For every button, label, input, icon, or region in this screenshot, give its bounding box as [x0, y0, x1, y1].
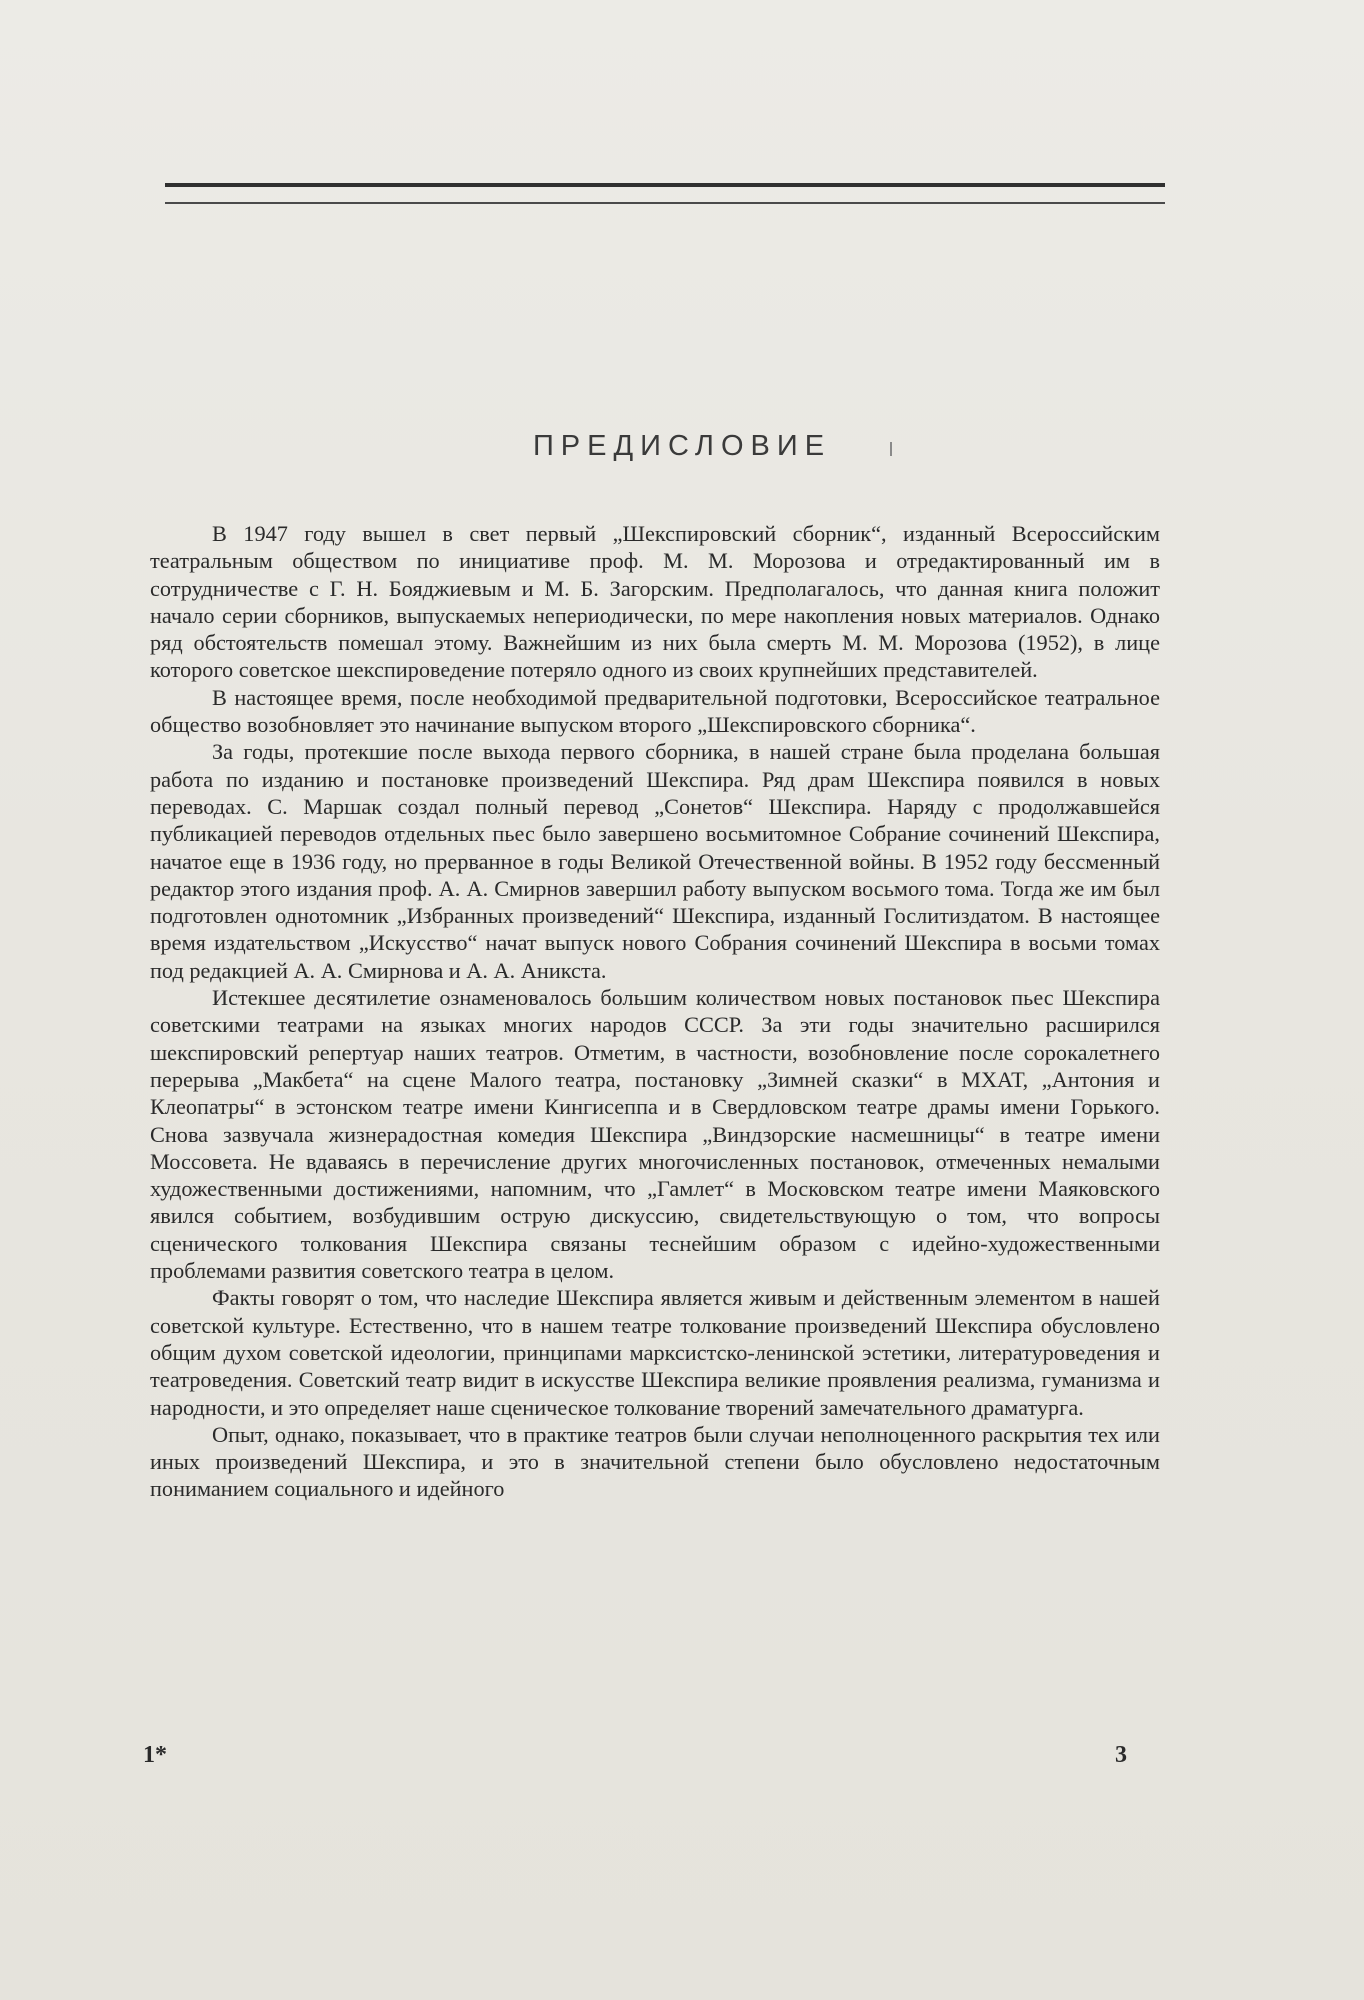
signature-mark: 1*: [143, 1742, 167, 1768]
paragraph-1: В 1947 году вышел в свет первый „Шекспировский сборник“, изданный Всероссийским театральным обществом по инициативе проф. М. М. Морозова и отредактированный им в сотрудничестве с Г. Н. Бояджиевым и М. Б. Загорским. Предполагалось, что данная книга положит начало серии сборников, выпускаемых непериодически, по мере накопления новых материалов. Однако ряд обстоятельств помешал этому. Важнейшим из них была смерть М. М. Морозова (1952), в лице которого советское шекспироведение потеряло одного из своих крупнейших представителей.: [150, 521, 1160, 683]
paragraph-3: За годы, протекшие после выхода первого сборника, в нашей стране была проделана большая работа по изданию и постановке произведений Шекспира. Ряд драм Шекспира появился в новых переводах. С. Маршак создал полный перевод „Сонетов“ Шекспира. Наряду с продолжавшейся публикацией переводов отдельных пьес было завершено восьмитомное Собрание сочинений Шекспира, начатое еще в 1936 году, но прерванное в годы Великой Отечественной войны. В 1952 году бессменный редактор этого издания проф. А. А. Смирнов завершил работу выпуском восьмого тома. Тогда же им был подготовлен однотомник „Избранных произведений“ Шекспира, изданный Гослитиздатом. В настоящее время издательством „Искусство“ начат выпуск нового Собрания сочинений Шекспира в восьми томах под редакцией А. А. Смирнова и А. А. Аникста.: [150, 739, 1160, 983]
paragraph-5: Факты говорят о том, что наследие Шекспира является живым и действенным элементом в нашей советской культуре. Естественно, что в нашем театре толкование произведений Шекспира обусловлено общим духом советской идеологии, принципами марксистско-ленинской эстетики, литературоведения и театроведения. Советский театр видит в искусстве Шекспира великие проявления реализма, гуманизма и народности, и это определяет наше сценическое толкование творений замечательного драматурга.: [150, 1285, 1160, 1420]
body-text: [150, 520, 1160, 1503]
page-number: 3: [1115, 1742, 1127, 1768]
stray-mark: [890, 442, 892, 456]
paragraph-2: В настоящее время, после необходимой предварительной подготовки, Всероссийское театральное общество возобновляет это начинание выпуском второго „Шекспировского сборника“.: [150, 684, 1160, 738]
paragraph-6: Опыт, однако, показывает, что в практике театров были случаи неполноценного раскрытия тех или иных произведений Шекспира, и это в значительной степени было обусловлено недостаточным пониманием социального и идейного: [150, 1421, 1160, 1502]
page-title: ПРЕДИСЛОВИЕ: [532, 430, 832, 462]
header-rule-thin: [165, 202, 1165, 204]
header-rule-thick: [165, 183, 1165, 187]
paragraph-4: Истекшее десятилетие ознаменовалось большим количеством новых постановок пьес Шекспира советскими театрами на языках многих народов СССР. За эти годы значительно расширился шекспировский репертуар наших театров. Отметим, в частности, возобновление после сорокалетнего перерыва „Макбета“ на сцене Малого театра, постановку „Зимней сказки“ в МХАТ, „Антония и Клеопатры“ в эстонском театре имени Кингисеппа и в Свердловском театре драмы имени Горького. Снова зазвучала жизнерадостная комедия Шекспира „Виндзорские насмешницы“ в театре имени Моссовета. Не вдаваясь в перечисление других многочисленных постановок, отмеченных немалыми художественными достижениями, напомним, что „Гамлет“ в Московском театре имени Маяковского явился событием, возбудившим острую дискуссию, свидетельствующую о том, что вопросы сценического толкования Шекспира связаны теснейшим образом с идейно-художественными проблемами развития советского театра в целом.: [150, 985, 1160, 1284]
